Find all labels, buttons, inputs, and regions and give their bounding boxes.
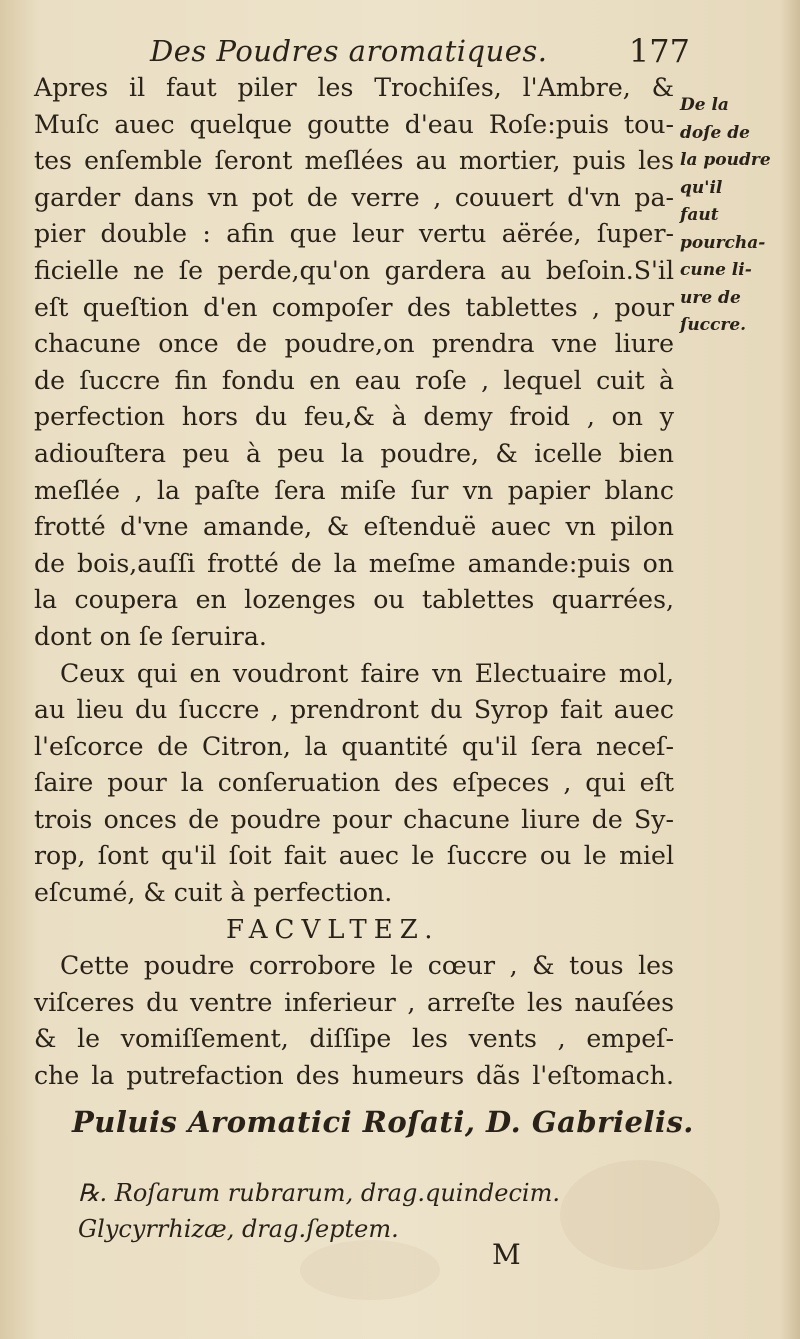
marginal-note-line: pourcha- [680, 232, 766, 253]
running-title: Des Poudres aromatiques. [150, 34, 548, 68]
text-line: eſt queſtion d'en compoſer des tablettes , pour [34, 292, 674, 322]
marginal-note-line: faut [680, 205, 719, 225]
text-line: rop, ſont qu'il ſoit fait auec le ſuccre ou le miel [34, 841, 674, 871]
catchword: M [492, 1238, 521, 1271]
text-line: garder dans vn pot de verre , couuert d'vn pa- [34, 182, 674, 212]
text-line: adiouſtera peu à peu la poudre, & icelle bien [34, 438, 674, 468]
marginal-note-line: ſuccre. [680, 315, 747, 335]
text-line: & le vomiſſement, diſſipe les vents , empeſ- [34, 1024, 674, 1054]
text-line: l'eſcorce de Citron, la quantité qu'il ſera neceſ- [34, 731, 674, 761]
marginal-note [680, 92, 790, 340]
text-line: la coupera en lozenges ou tablettes quarrées, [34, 585, 674, 615]
text-line: perfection hors du feu,& à demy froid , on y [34, 402, 674, 432]
marginal-note-line: la poudre [680, 150, 771, 170]
section-heading: FACVLTEZ. [226, 914, 440, 945]
recipe-title: Puluis Aromatici Roſati, D. Gabrielis. [72, 1105, 694, 1139]
text-line: chacune once de poudre,on prendra vne liure [34, 329, 674, 359]
marginal-note-line: cune li- [680, 260, 752, 280]
text-line: meſlée , la paſte ſera miſe ſur vn papier blanc [34, 475, 674, 505]
text-line: eſcumé, & cuit à perfection. [34, 878, 393, 908]
marginal-note-line: De la [680, 95, 729, 115]
text-line: pier double : afin que leur vertu aërée, ſuper- [34, 219, 674, 249]
recipe-block [72, 1105, 712, 1247]
text-line: Cette poudre corrobore le cœur , & tous les [60, 951, 674, 981]
text-line: de bois,auſſi frotté de la meſme amande:puis on [34, 548, 674, 578]
text-line: tes enſemble ſeront meſlées au mortier, puis les [34, 146, 674, 176]
text-line: viſceres du ventre inferieur , arreſte les nauſées [34, 987, 674, 1017]
running-head [150, 28, 690, 72]
text-line: au lieu du ſuccre , prendront du Syrop fait auec [34, 695, 674, 725]
text-line: de ſuccre fin fondu en eau roſe , lequel cuit à [34, 365, 674, 395]
text-line: Muſc auec quelque goutte d'eau Roſe:puis tou- [34, 109, 674, 139]
foxing-stain [300, 1240, 440, 1300]
ingredient-line: Glycyrrhizæ, drag.ſeptem. [78, 1215, 399, 1243]
text-line: ficielle ne ſe perde,qu'on gardera au beſoin.S'il [34, 255, 674, 285]
body-text [34, 70, 674, 1095]
text-line: Ceux qui en voudront faire vn Electuaire mol, [60, 658, 674, 688]
text-line: ſaire pour la conſeruation des eſpeces , qui eſt [34, 768, 674, 798]
marginal-note-line: qu'il [680, 177, 723, 198]
text-line: frotté d'vne amande, & eſtenduë auec vn pilon [34, 512, 674, 542]
ingredient-line: ℞. Roſarum rubrarum, drag.quindecim. [78, 1179, 560, 1207]
text-line: trois onces de poudre pour chacune liure de Sy- [34, 804, 674, 834]
text-line: che la putrefaction des humeurs dãs l'eſtomach. [34, 1061, 674, 1091]
text-line: Apres il faut piler les Trochiſes, l'Ambre, & [34, 73, 674, 102]
marginal-note-line: doſe de [680, 122, 750, 143]
text-line: dont on ſe ſeruira. [34, 621, 267, 651]
marginal-note-line: ure de [680, 287, 741, 308]
page-number: 177 [628, 32, 690, 70]
